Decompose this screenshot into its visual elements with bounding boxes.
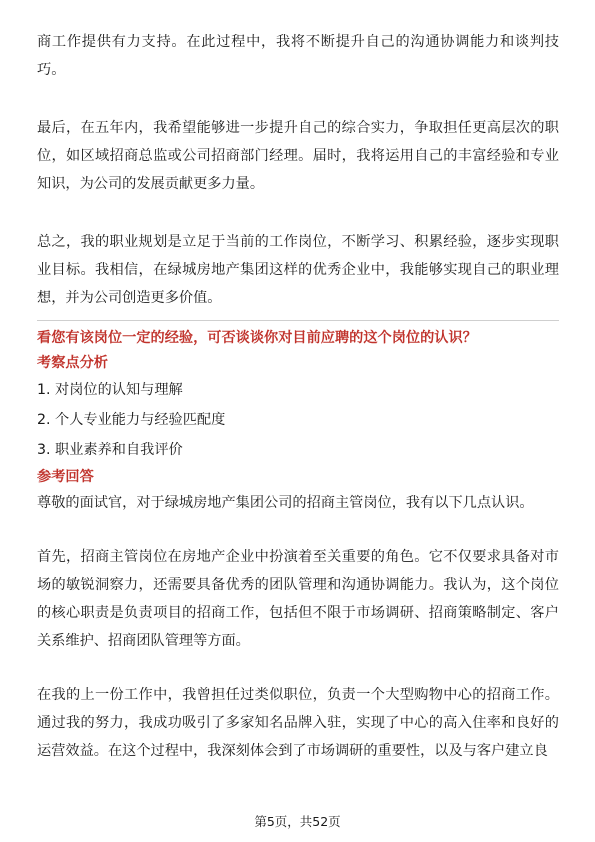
answer-paragraph: 首先，招商主管岗位在房地产企业中扮演着至关重要的角色。它不仅要求具备对市场的敏锐洞察力，还需要具备优秀的团队管理和沟通协调能力。我认为，这个岗位的核心职责是负责项目的招商工作，包括但不限于市场调研、招商策略制定、客户关系维护、招商团队管理等方面。 — [37, 549, 559, 649]
body-paragraph: 总之，我的职业规划是立足于当前的工作岗位，不断学习、积累经验，逐步实现职业目标。我相信，在绿城房地产集团这样的优秀企业中，我能够实现自己的职业理想，并为公司创造更多价值。 — [37, 234, 559, 306]
interview-question: 看您有该岗位一定的经验，可否谈谈你对目前应聘的这个岗位的认识？ — [37, 330, 477, 346]
page-number: 第5页，共52页 — [254, 814, 341, 829]
answer-heading: 参考回答 — [37, 469, 94, 485]
analysis-heading: 考察点分析 — [37, 355, 108, 371]
list-item: 3. 职业素养和自我评价 — [37, 442, 183, 458]
answer-paragraph: 在我的上一份工作中，我曾担任过类似职位，负责一个大型购物中心的招商工作。通过我的努力，我成功吸引了多家知名品牌入驻，实现了中心的高入住率和良好的运营效益。在这个过程中，我深刻体会到了市场调研的重要性，以及与客户建立良 — [37, 687, 559, 759]
list-item: 2. 个人专业能力与经验匹配度 — [37, 412, 226, 428]
analysis-list — [37, 375, 559, 465]
document-page — [37, 28, 559, 765]
body-paragraph: 商工作提供有力支持。在此过程中，我将不断提升自己的沟通协调能力和谈判技巧。 — [37, 34, 559, 78]
answer-paragraph: 尊敬的面试官，对于绿城房地产集团公司的招商主管岗位，我有以下几点认识。 — [37, 495, 534, 511]
body-paragraph: 最后，在五年内，我希望能够进一步提升自己的综合实力，争取担任更高层次的职位，如区域招商总监或公司招商部门经理。届时，我将运用自己的丰富经验和专业知识，为公司的发展贡献更多力量。 — [37, 120, 559, 192]
section-divider — [37, 320, 559, 321]
list-item: 1. 对岗位的认知与理解 — [37, 382, 183, 398]
